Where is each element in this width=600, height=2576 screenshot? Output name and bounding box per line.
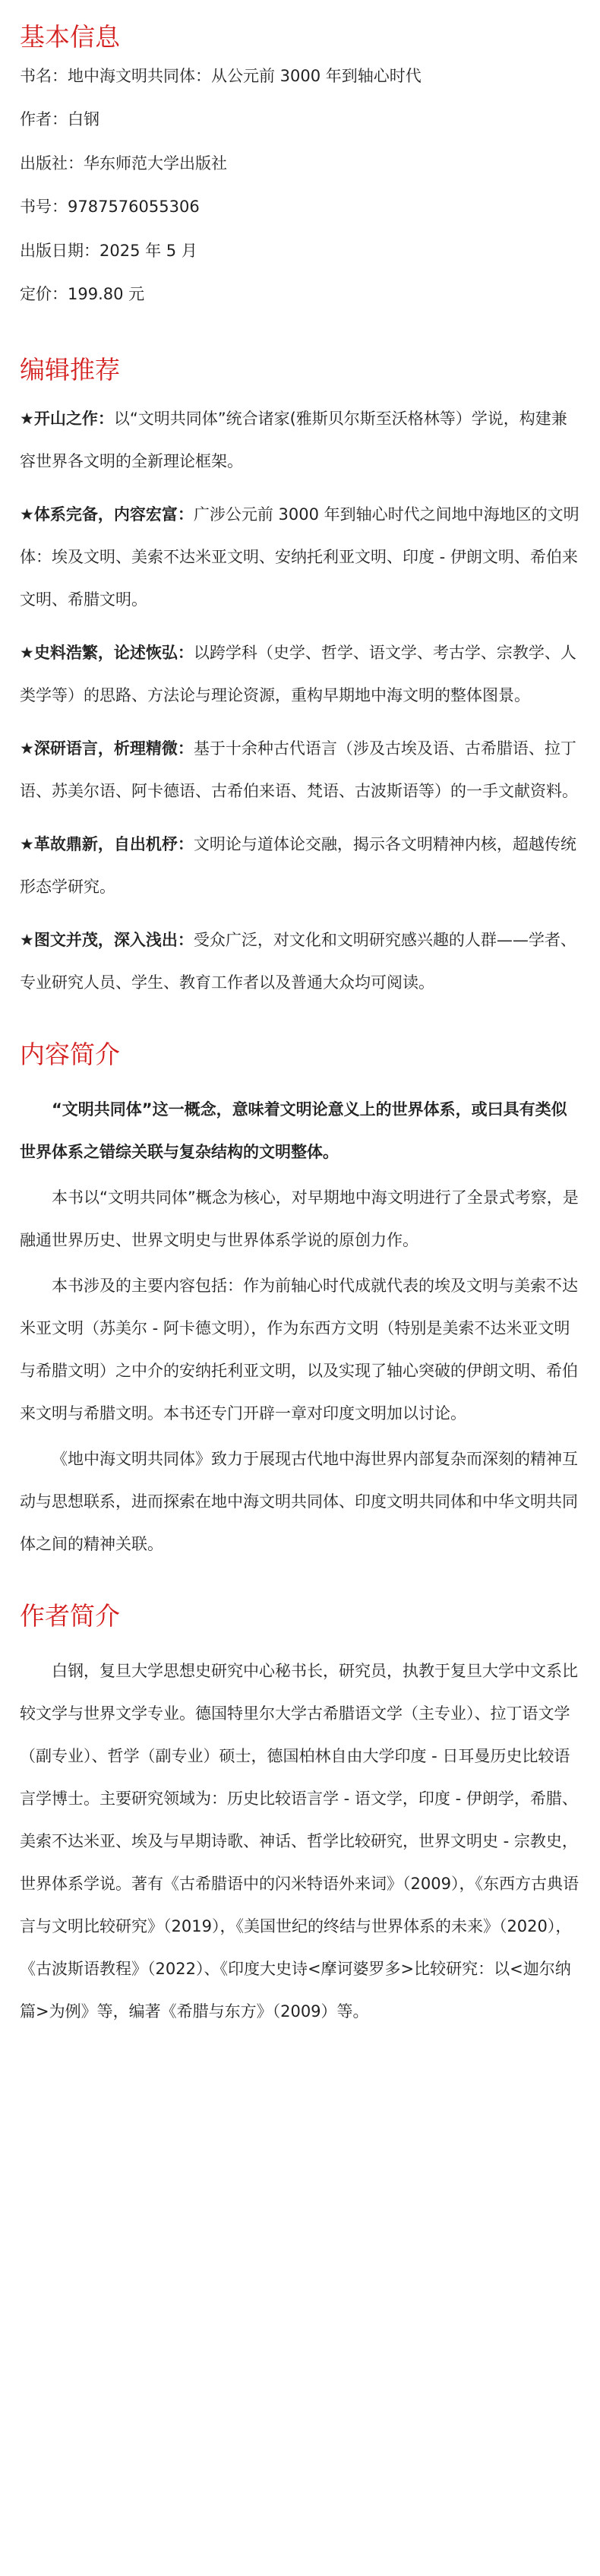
recommendation-text: 以“文明共同体”统合诸家(雅斯贝尔斯至沃格林等）学说，构建兼容世界各文明的全新理论框架。	[20, 409, 567, 470]
price-line: 定价：199.80 元	[20, 285, 145, 304]
recommendation-text: 以跨学科（史学、哲学、语文学、考古学、宗教学、人类学等）的思路、方法论与理论资源，重构早期地中海文明的整体图景。	[20, 643, 576, 704]
basic-info-section	[20, 21, 580, 307]
author-line: 作者：白钢	[20, 110, 99, 129]
recommendation-item	[20, 631, 580, 717]
recommendation-text: 受众广泛，对文化和文明研究感兴趣的人群——学者、专业研究人员、学生、教育工作者以及普通大众均可阅读。	[20, 930, 576, 992]
publisher-line: 出版社：华东师范大学出版社	[20, 153, 227, 172]
recommendation-title: 编辑推荐	[20, 354, 120, 385]
content-intro-paragraph: 《地中海文明共同体》致力于展现古代地中海世界内部复杂而深刻的精神互动与思想联系，进而探索在地中海文明共同体、印度文明共同体和中华文明共同体之间的精神关联。	[20, 1449, 578, 1553]
author-intro-title: 作者简介	[20, 1600, 120, 1631]
basic-info-list	[20, 65, 580, 307]
recommendation-item	[20, 823, 580, 908]
recommendation-section	[20, 354, 580, 1004]
recommendation-head: ★革故鼎新，自出机杼：	[20, 834, 194, 853]
book-title-line: 书名：地中海文明共同体：从公元前 3000 年到轴心时代	[20, 66, 422, 85]
content-intro-section	[20, 1039, 580, 1565]
recommendation-head: ★图文并茂，深入浅出：	[20, 930, 194, 949]
recommendation-item	[20, 919, 580, 1004]
content-intro-paragraph: 本书以“文明共同体”概念为核心，对早期地中海文明进行了全景式考察，是融通世界历史、世界文明史与世界体系学说的原创力作。	[20, 1188, 579, 1249]
recommendation-head: ★深研语言，析理精微：	[20, 739, 194, 758]
recommendation-text: 文明论与道体论交融，揭示各文明精神内核，超越传统形态学研究。	[20, 834, 576, 896]
recommendation-text: 广涉公元前 3000 年到轴心时代之间地中海地区的文明体：埃及文明、美索不达米亚文明、安纳托利亚文明、印度 - 伊朗文明、希伯来文明、希腊文明。	[20, 505, 579, 609]
recommendation-item	[20, 493, 580, 621]
isbn-line: 书号：9787576055306	[20, 198, 200, 217]
content-intro-paragraph: 本书涉及的主要内容包括：作为前轴心时代成就代表的埃及文明与美索不达米亚文明（苏美尔 - 阿卡德文明），作为东西方文明（特别是美索不达米亚文明与希腊文明）之中介的安纳托利亚文明，以及实现了轴心突破的伊朗文明、希伯来文明与希腊文明。本书还专门开辟一章对印度文明加以讨论。	[20, 1276, 578, 1422]
author-intro-paragraph: 白钢，复旦大学思想史研究中心秘书长，研究员，执教于复旦大学中文系比较文学与世界文学专业。德国特里尔大学古希腊语文学（主专业）、拉丁语文学（副专业）、哲学（副专业）硕士，德国柏林自由大学印度 - 日耳曼历史比较语言学博士。主要研究领域为：历史比较语言学 - 语文学，印度 - 伊朗学，希腊、美索不达米亚、埃及与早期诗歌、神话、哲学比较研究，世界文明史 - 宗教史，世界体系学说。著有《古希腊语中的闪米特语外来词》（2009），《东西方古典语言与文明比较研究》（2019），《美国世纪的终结与世界体系的未来》（2020），《古波斯语教程》（2022）、《印度大史诗<摩诃婆罗多>比较研究：以<迦尔纳篇>为例》等，编著《希腊与东方》（2009）等。	[20, 1661, 579, 2021]
basic-info-title: 基本信息	[20, 22, 120, 52]
recommendation-text: 基于十余种古代语言（涉及古埃及语、古希腊语、拉丁语、苏美尔语、阿卡德语、古希伯来语、梵语、古波斯语等）的一手文献资料。	[20, 739, 578, 800]
recommendation-item	[20, 397, 580, 483]
content-intro-title: 内容简介	[20, 1039, 120, 1069]
content-intro-lead-paragraph: “文明共同体”这一概念，意味着文明论意义上的世界体系，或曰具有类似世界体系之错综关联与复杂结构的文明整体。	[20, 1100, 567, 1161]
recommendation-item	[20, 727, 580, 812]
recommendation-head: ★开山之作：	[20, 409, 114, 428]
author-intro-section	[20, 1600, 580, 2033]
recommendation-head: ★史料浩繁，论述恢弘：	[20, 643, 194, 662]
recommendation-head: ★体系完备，内容宏富：	[20, 505, 194, 524]
publish-date-line: 出版日期：2025 年 5 月	[20, 241, 197, 260]
